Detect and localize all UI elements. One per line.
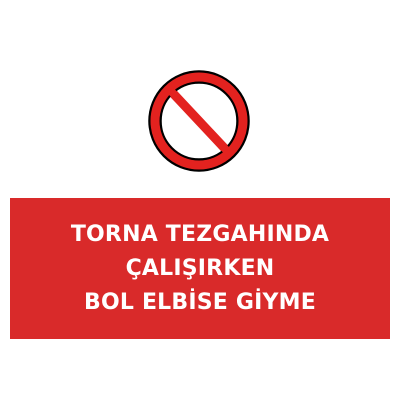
warning-line-1: TORNA TEZGAHINDA — [70, 221, 330, 247]
prohibition-icon — [139, 69, 259, 173]
warning-line-2: ÇALIŞIRKEN — [125, 255, 275, 281]
warning-banner — [10, 198, 390, 339]
warning-line-3: BOL ELBİSE GİYME — [84, 289, 316, 315]
